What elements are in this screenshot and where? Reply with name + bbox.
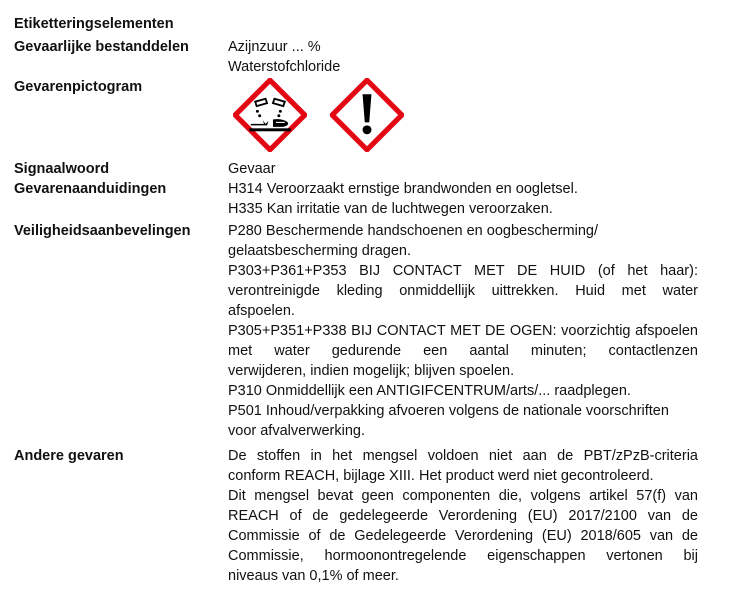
precautionary-statements-label: Veiligheidsaanbevelingen	[14, 223, 191, 239]
other-hazards-label: Andere gevaren	[14, 448, 124, 464]
hazard-statement: H335 Kan irritatie van de luchtwegen veroorzaken.	[228, 201, 553, 217]
precaution-line: P303+P361+P353 BIJ CONTACT MET DE HUID (of het haar):	[228, 263, 698, 279]
ingredient-item: Waterstofchloride	[228, 59, 341, 75]
other-hazard-line: Commissie, hormoonontregelende eigenschappen vertonen bij	[228, 548, 698, 564]
other-hazard-line: Commissie of de Gedelegeerde Verordening (EU) 2018/605 van de	[228, 528, 698, 544]
other-hazard-line: Dit mengsel bevat geen componenten die, volgens artikel 57(f) van	[228, 488, 698, 504]
exclamation-pictogram-icon	[330, 78, 404, 152]
precaution-line: P305+P351+P338 BIJ CONTACT MET DE OGEN: voorzichtig afspoelen	[228, 323, 698, 339]
hazard-statements	[228, 179, 698, 219]
hazard-statements-label: Gevarenaanduidingen	[14, 181, 167, 197]
precaution-line: gelaatsbescherming dragen.	[228, 243, 411, 259]
precaution-line: P310 Onmiddellijk een ANTIGIFCENTRUM/arts/... raadplegen.	[228, 383, 631, 399]
other-hazard-line: niveaus van 0,1% of meer.	[228, 568, 399, 584]
hazard-statement: H314 Veroorzaakt ernstige brandwonden en oogletsel.	[228, 181, 578, 197]
precaution-line: met water gedurende een aantal minuten; contactlenzen	[228, 343, 698, 359]
precaution-line: afspoelen.	[228, 303, 295, 319]
other-hazard-line: conform REACH, bijlage XIII. Het product werd niet gecontroleerd.	[228, 468, 654, 484]
signal-word-label: Signaalwoord	[14, 161, 110, 177]
precaution-line: P501 Inhoud/verpakking afvoeren volgens de nationale voorschriften	[228, 403, 669, 419]
ingredients-label: Gevaarlijke bestanddelen	[14, 39, 189, 55]
corrosion-pictogram-icon	[233, 78, 307, 152]
section-heading: Etiketteringselementen	[14, 16, 174, 32]
signal-word-value: Gevaar	[228, 161, 276, 177]
ingredient-item: Azijnzuur ... %	[228, 39, 321, 55]
precautionary-statements	[228, 221, 698, 441]
precaution-line: voor afvalverwerking.	[228, 423, 365, 439]
ingredients-list	[228, 37, 698, 77]
precaution-line: verwijderen, indien mogelijk; blijven spoelen.	[228, 363, 515, 379]
other-hazard-line: REACH of de gedelegeerde Verordening (EU) 2017/2100 van de	[228, 508, 698, 524]
precaution-line: P280 Beschermende handschoenen en oogbescherming/	[228, 223, 599, 239]
other-hazards	[228, 446, 698, 586]
pictograms-label: Gevarenpictogram	[14, 79, 143, 95]
other-hazard-line: De stoffen in het mengsel voldoen niet aan de PBT/zPzB-criteria	[228, 448, 698, 464]
precaution-line: verontreinigde kleding onmiddellijk uittrekken. Huid met water	[228, 283, 698, 299]
